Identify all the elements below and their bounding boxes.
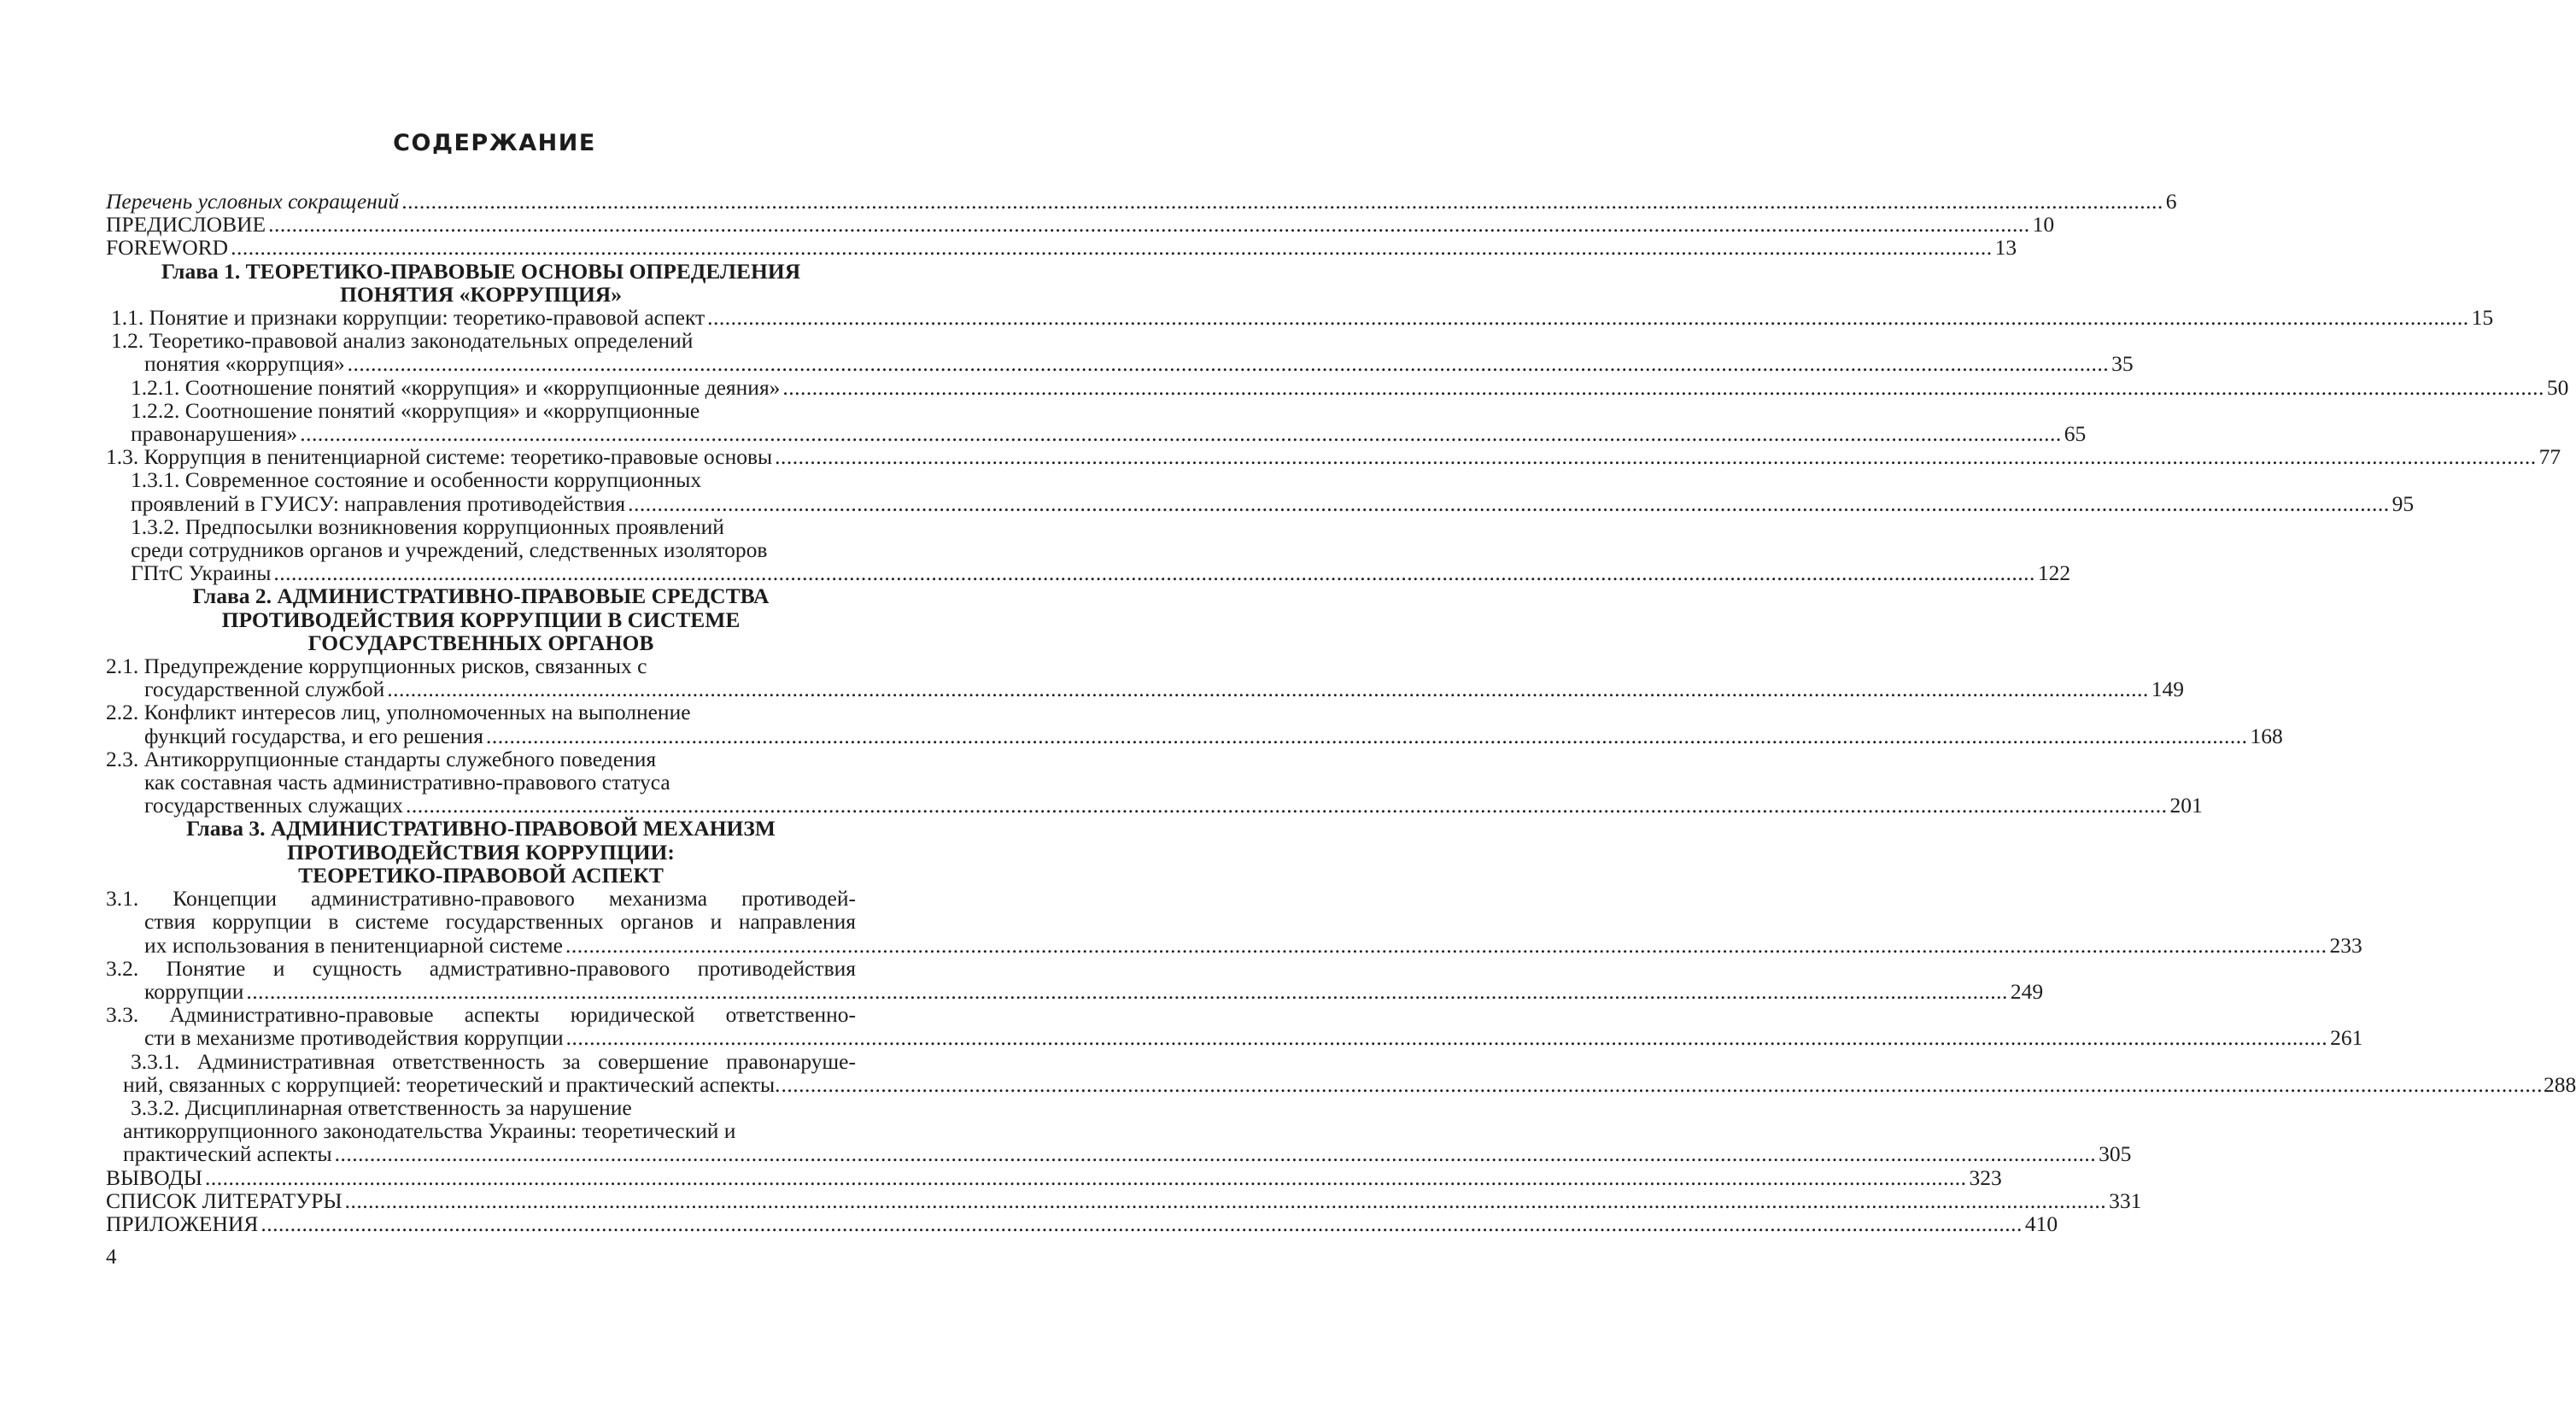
toc-entry-line: 2.2. Конфликт интересов лиц, уполномоченных на выполнение	[106, 700, 691, 725]
leader-dots: ............................................................................................................................................................................................................................................................................................................	[300, 421, 2062, 447]
page-ref: 65	[2064, 421, 2087, 447]
toc-entry-line: антикоррупционного законодательства Украины: теоретический и	[123, 1118, 736, 1144]
toc-entry-line: ствия коррупции в системе государственных органов и направления	[144, 909, 856, 935]
toc-entry-line: ний, связанных с коррупцией: теоретический и практический аспекты.	[123, 1071, 781, 1097]
toc-entry-1-1[interactable]	[106, 305, 2494, 331]
page-ref: 168	[2250, 723, 2283, 748]
toc-entry-line: 1.2. Теоретико-правовой анализ законодательных определений	[111, 328, 694, 354]
toc-entry-3-2[interactable]	[106, 955, 2044, 1004]
toc-entry-3-3-2[interactable]	[106, 1094, 2132, 1167]
chapter-title-line: Глава 1. ТЕОРЕТИКО-ПРАВОВЫЕ ОСНОВЫ ОПРЕДЕЛЕНИЯ	[161, 258, 801, 284]
toc-entry-line: понятия «коррупция»	[144, 351, 345, 377]
chapter-title-line: ПРОТИВОДЕЙСТВИЯ КОРРУПЦИИ В СИСТЕМЕ	[221, 607, 741, 632]
leader-dots: ............................................................................................................................................................................................................................................................................................................	[782, 374, 2544, 400]
leader-dots: ............................................................................................................................................................................................................................................................................................................	[485, 723, 2248, 748]
leader-dots: ............................................................................................................................................................................................................................................................................................................	[387, 677, 2149, 702]
chapter-title-line: Глава 2. АДМИНИСТРАТИВНО-ПРАВОВЫЕ СРЕДСТВА	[192, 583, 770, 609]
toc-entry-line: правонарушения»	[131, 421, 298, 447]
page-ref: 15	[2471, 305, 2494, 331]
toc-entry-foreword[interactable]	[106, 235, 2017, 261]
leader-dots: ............................................................................................................................................................................................................................................................................................................	[406, 793, 2168, 818]
table-of-contents	[106, 189, 2576, 1236]
leader-dots: ............................................................................................................................................................................................................................................................................................................	[344, 1187, 2107, 1213]
page-ref: 201	[2169, 793, 2203, 818]
leader-dots: ............................................................................................................................................................................................................................................................................................................	[231, 235, 1993, 261]
toc-entry-text: 1.3. Коррупция в пенитенциарной системе: теоретико-правовые основы	[106, 444, 773, 470]
leader-dots: ............................................................................................................................................................................................................................................................................................................	[775, 444, 2537, 470]
toc-entry-references[interactable]	[106, 1187, 2142, 1213]
page-title: СОДЕРЖАНИЕ	[393, 130, 596, 156]
page-ref: 261	[2330, 1025, 2363, 1051]
page-ref: 331	[2109, 1187, 2142, 1213]
chapter-title-line: ТЕОРЕТИКО-ПРАВОВОЙ АСПЕКТ	[298, 862, 664, 888]
leader-dots: ............................................................................................................................................................................................................................................................................................................	[246, 978, 2008, 1004]
page-ref: 288	[2543, 1071, 2576, 1097]
toc-entry-line: 1.3.1. Современное состояние и особенности коррупционных	[131, 467, 702, 493]
toc-entry-line: проявлений в ГУИСУ: направления противодействия	[131, 490, 626, 516]
toc-entry-line: 3.3. Административно-правовые аспекты юридической ответственно-	[106, 1002, 856, 1028]
toc-entry-line: 1.2.2. Соотношение понятий «коррупция» и «коррупционные	[131, 397, 700, 423]
toc-entry-line: среди сотрудников органов и учреждений, следственных изоляторов	[131, 537, 768, 563]
page-ref: 122	[2037, 560, 2071, 586]
toc-entry-line: 3.1. Концепции административно-правового механизма противодей-	[106, 886, 856, 912]
leader-dots: ............................................................................................................................................................................................................................................................................................................	[205, 1164, 1967, 1190]
page-ref: 233	[2329, 932, 2362, 958]
toc-entry-text: Перечень условных сокращений	[106, 189, 400, 214]
toc-entry-line: 2.3. Антикоррупционные стандарты служебного поведения	[106, 746, 657, 771]
toc-entry-1-3-2[interactable]	[106, 513, 2071, 586]
toc-entry-text: 1.1. Понятие и признаки коррупции: теоретико-правовой аспект	[111, 305, 705, 331]
toc-entry-line: коррупции	[144, 978, 244, 1004]
toc-entry-1-3-1[interactable]	[106, 467, 2415, 516]
page-ref: 149	[2151, 677, 2184, 702]
toc-entry-appendices[interactable]	[106, 1211, 2058, 1236]
page-number: 4	[106, 1246, 117, 1269]
page-ref: 77	[2538, 444, 2561, 470]
toc-entry-preface[interactable]	[106, 212, 2055, 237]
leader-dots: ............................................................................................................................................................................................................................................................................................................	[628, 490, 2390, 516]
toc-entry-2-2[interactable]	[106, 700, 2283, 748]
toc-entry-line: 3.3.1. Административная ответственность за совершение правонаруше-	[131, 1048, 856, 1074]
leader-dots: ............................................................................................................................................................................................................................................................................................................	[565, 1025, 2328, 1051]
toc-entry-text: ВЫВОДЫ	[106, 1164, 203, 1190]
page-ref: 35	[2111, 351, 2134, 377]
toc-entry-line: практический аспекты	[123, 1141, 332, 1167]
toc-entry-line: сти в механизме противодействия коррупции	[144, 1025, 564, 1051]
toc-entry-text: FOREWORD	[106, 235, 229, 261]
leader-dots: ............................................................................................................................................................................................................................................................................................................	[261, 1211, 2023, 1236]
chapter-3-title[interactable]	[106, 817, 856, 887]
toc-entry-1-3[interactable]	[106, 444, 2561, 470]
chapter-2-title[interactable]	[106, 584, 856, 654]
chapter-title-line: ГОСУДАРСТВЕННЫХ ОРГАНОВ	[307, 630, 654, 655]
page-ref: 50	[2546, 374, 2569, 400]
leader-dots: ............................................................................................................................................................................................................................................................................................................	[334, 1141, 2097, 1167]
chapter-title-line: ПРОТИВОДЕЙСТВИЯ КОРРУПЦИИ:	[287, 839, 675, 865]
toc-entry-text: ПРЕДИСЛОВИЕ	[106, 212, 266, 237]
toc-entry-line: 3.2. Понятие и сущность адмистративно-правового противодействия	[106, 955, 856, 981]
toc-entry-text: СПИСОК ЛИТЕРАТУРЫ	[106, 1187, 342, 1213]
toc-entry-line: ГПтС Украины	[131, 560, 272, 586]
leader-dots: ............................................................................................................................................................................................................................................................................................................	[347, 351, 2110, 377]
page-ref: 10	[2032, 212, 2055, 237]
toc-entry-3-3-1[interactable]	[106, 1048, 2576, 1097]
toc-entry-line: государственной службой	[144, 677, 385, 702]
leader-dots: ............................................................................................................................................................................................................................................................................................................	[781, 1071, 2543, 1097]
toc-entry-line: их использования в пенитенциарной системе	[144, 932, 564, 958]
toc-entry-1-2-1[interactable]	[106, 374, 2569, 400]
toc-entry-2-3[interactable]	[106, 746, 2203, 818]
toc-entry-line: функций государства, и его решения	[144, 723, 483, 748]
toc-entry-conclusions[interactable]	[106, 1164, 2002, 1190]
toc-entry-1-2[interactable]	[106, 328, 2134, 377]
leader-dots: ............................................................................................................................................................................................................................................................................................................	[273, 560, 2035, 586]
toc-entry-2-1[interactable]	[106, 654, 2184, 702]
page-ref: 6	[2165, 189, 2177, 214]
leader-dots: ............................................................................................................................................................................................................................................................................................................	[401, 189, 2163, 214]
toc-entry-line: 3.3.2. Дисциплинарная ответственность за нарушение	[131, 1094, 632, 1120]
toc-entry-line: 2.1. Предупреждение коррупционных рисков, связанных с	[106, 654, 647, 679]
leader-dots: ............................................................................................................................................................................................................................................................................................................	[707, 305, 2469, 331]
toc-entry-3-3[interactable]	[106, 1002, 2363, 1051]
toc-entry-3-1[interactable]	[106, 886, 2362, 958]
toc-entry-text: ПРИЛОЖЕНИЯ	[106, 1211, 259, 1236]
toc-entry-line: как составная часть административно-правового статуса	[144, 770, 670, 795]
page-ref: 249	[2010, 978, 2044, 1004]
page-ref: 95	[2392, 490, 2415, 516]
page-ref: 410	[2024, 1211, 2058, 1236]
toc-entry-1-2-2[interactable]	[106, 397, 2087, 447]
toc-entry-line: государственных служащих	[144, 793, 404, 818]
leader-dots: ............................................................................................................................................................................................................................................................................................................	[565, 932, 2327, 958]
page-ref: 323	[1969, 1164, 2002, 1190]
chapter-title-line: ПОНЯТИЯ «КОРРУПЦИЯ»	[340, 281, 622, 307]
toc-entry-text: 1.2.1. Соотношение понятий «коррупция» и «коррупционные деяния»	[131, 374, 781, 400]
chapter-1-title[interactable]	[106, 260, 856, 306]
page-ref: 13	[1994, 235, 2017, 261]
page-ref: 305	[2099, 1141, 2132, 1167]
toc-entry-line: 1.3.2. Предпосылки возникновения коррупционных проявлений	[131, 513, 724, 539]
leader-dots: ............................................................................................................................................................................................................................................................................................................	[268, 212, 2030, 237]
toc-entry-abbreviations[interactable]	[106, 189, 2177, 214]
chapter-title-line: Глава 3. АДМИНИСТРАТИВНО-ПРАВОВОЙ МЕХАНИЗМ	[186, 816, 776, 841]
